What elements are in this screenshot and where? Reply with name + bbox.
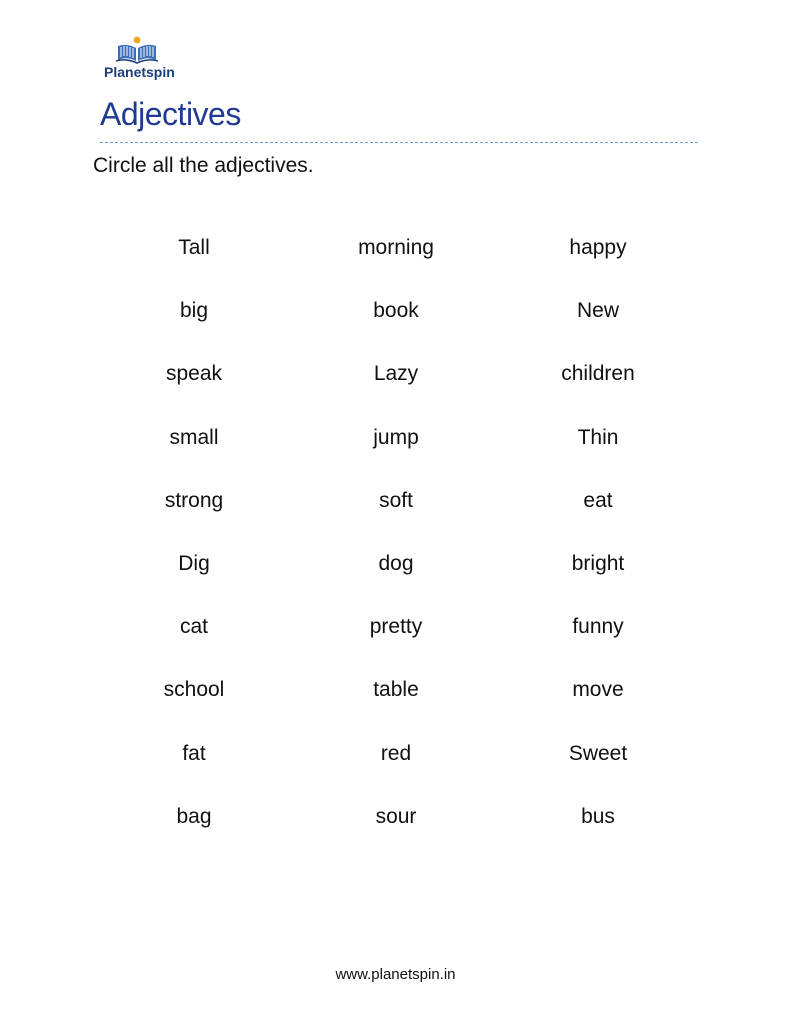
word-item[interactable]: dog <box>378 551 414 575</box>
word-item[interactable]: red <box>380 741 412 765</box>
word-item[interactable]: morning <box>358 236 434 259</box>
word-item[interactable]: bright <box>571 551 625 575</box>
word-item[interactable]: eat <box>583 488 613 512</box>
word-item[interactable]: Tall <box>178 236 210 259</box>
word-item[interactable]: Dig <box>178 551 210 575</box>
word-row <box>93 611 699 674</box>
word-item[interactable]: Lazy <box>373 362 419 386</box>
word-item[interactable]: New <box>576 299 619 323</box>
word-item[interactable]: speak <box>165 362 223 386</box>
word-item[interactable]: strong <box>164 488 224 512</box>
word-row <box>93 232 699 295</box>
page-title: Adjectives <box>100 96 241 132</box>
word-item[interactable]: jump <box>373 425 419 449</box>
planetspin-logo <box>100 34 176 84</box>
word-row <box>93 548 699 611</box>
word-row <box>93 295 699 358</box>
word-item[interactable]: Sweet <box>568 741 628 765</box>
word-item[interactable]: bus <box>581 804 615 828</box>
word-item[interactable]: funny <box>572 615 624 639</box>
word-item[interactable]: children <box>561 362 635 386</box>
word-item[interactable]: soft <box>379 488 413 512</box>
footer-url: www.planetspin.in <box>335 966 456 983</box>
word-item[interactable]: book <box>373 299 419 323</box>
word-item[interactable]: sour <box>375 804 417 828</box>
word-item[interactable]: small <box>169 425 219 449</box>
word-item[interactable]: school <box>163 678 225 702</box>
word-row <box>93 358 699 421</box>
word-item[interactable]: move <box>572 678 624 702</box>
word-item[interactable]: Thin <box>577 425 619 449</box>
word-row <box>93 485 699 548</box>
word-row <box>93 738 699 801</box>
brand-name: Planetspin <box>104 64 175 80</box>
word-row <box>93 422 699 485</box>
word-row <box>93 674 699 737</box>
word-item[interactable]: happy <box>569 236 627 259</box>
word-item[interactable]: table <box>373 678 419 702</box>
word-row <box>93 801 699 864</box>
word-item[interactable]: bag <box>176 804 212 828</box>
word-item[interactable]: pretty <box>369 615 423 639</box>
instruction-text: Circle all the adjectives. <box>93 154 314 177</box>
word-item[interactable]: cat <box>179 615 208 639</box>
open-book-sun-icon <box>114 34 160 64</box>
title-divider <box>100 142 698 143</box>
word-grid <box>93 232 699 864</box>
word-item[interactable]: big <box>179 299 209 323</box>
word-item[interactable]: fat <box>182 741 206 765</box>
